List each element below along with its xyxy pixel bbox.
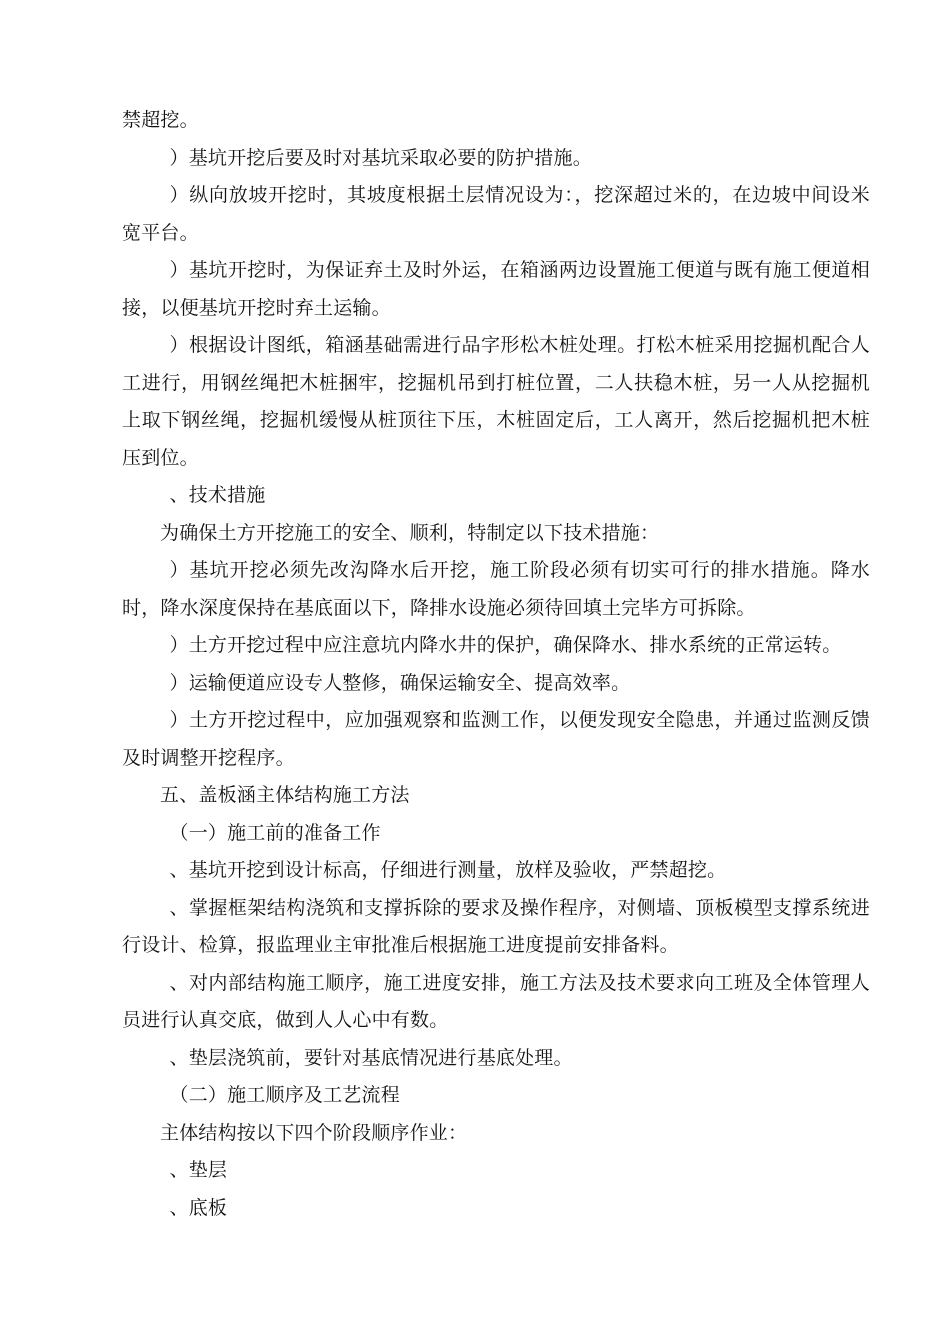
paragraph-intro: 为确保土方开挖施工的安全、顺利，特制定以下技术措施：	[160, 521, 660, 544]
list-item: 、垫层	[169, 1159, 228, 1181]
list-item: 、底板	[169, 1196, 228, 1219]
paragraph-item: 、垫层浇筑前，要针对基底情况进行基底处理。	[169, 1046, 573, 1069]
paragraph-item: ）基坑开挖必须先改沟降水后开挖，施工阶段必须有切实可行的排水措施。降水时，降水深度保持在基底面以下，降排水设施必须待回填土完毕方可拆除。	[122, 559, 870, 619]
paragraph-item: ）基坑开挖时，为保证弃土及时外运，在箱涵两边设置施工便道与既有施工便道相接，以便基坑开挖时弃土运输。	[122, 259, 870, 319]
chapter-heading: 五、盖板涵主体结构施工方法	[160, 784, 410, 806]
paragraph-item: ）基坑开挖后要及时对基坑采取必要的防护措施。	[169, 146, 592, 169]
subsection-heading: （一）施工前的准备工作	[169, 821, 381, 844]
section-heading: 、技术措施	[169, 484, 266, 506]
paragraph-item: ）运输便道应设专人整修，确保运输安全、提高效率。	[169, 671, 631, 694]
paragraph-item: 、基坑开挖到设计标高，仔细进行测量，放样及验收，严禁超挖。	[169, 859, 727, 881]
document-page	[122, 102, 870, 1227]
paragraph-continuation: 禁超挖。	[122, 109, 199, 131]
paragraph-item: 、对内部结构施工顺序，施工进度安排，施工方法及技术要求向工班及全体管理人员进行认真交底，做到人人心中有数。	[122, 971, 870, 1031]
subsection-heading: （二）施工顺序及工艺流程	[169, 1084, 400, 1106]
paragraph-item: ）土方开挖过程中，应加强观察和监测工作，以便发现安全隐患，并通过监测反馈及时调整开挖程序。	[122, 709, 870, 769]
paragraph-item: 、掌握框架结构浇筑和支撑拆除的要求及操作程序，对侧墙、顶板模型支撑系统进行设计、检算，报监理业主审批准后根据施工进度提前安排备料。	[122, 896, 870, 956]
paragraph-intro: 主体结构按以下四个阶段顺序作业：	[160, 1121, 468, 1144]
paragraph-item: ）土方开挖过程中应注意坑内降水井的保护，确保降水、排水系统的正常运转。	[169, 634, 842, 656]
paragraph-item: ）纵向放坡开挖时，其坡度根据土层情况设为：，挖深超过米的，在边坡中间设米宽平台。	[122, 184, 870, 244]
paragraph-item: ）根据设计图纸，箱涵基础需进行品字形松木桩处理。打松木桩采用挖掘机配合人工进行，用钢丝绳把木桩捆牢，挖掘机吊到打桩位置，二人扶稳木桩，另一人从挖掘机上取下钢丝绳，挖掘机缓慢从桩顶往下压，木桩固定后，工人离开，然后挖掘机把木桩压到位。	[122, 334, 870, 469]
